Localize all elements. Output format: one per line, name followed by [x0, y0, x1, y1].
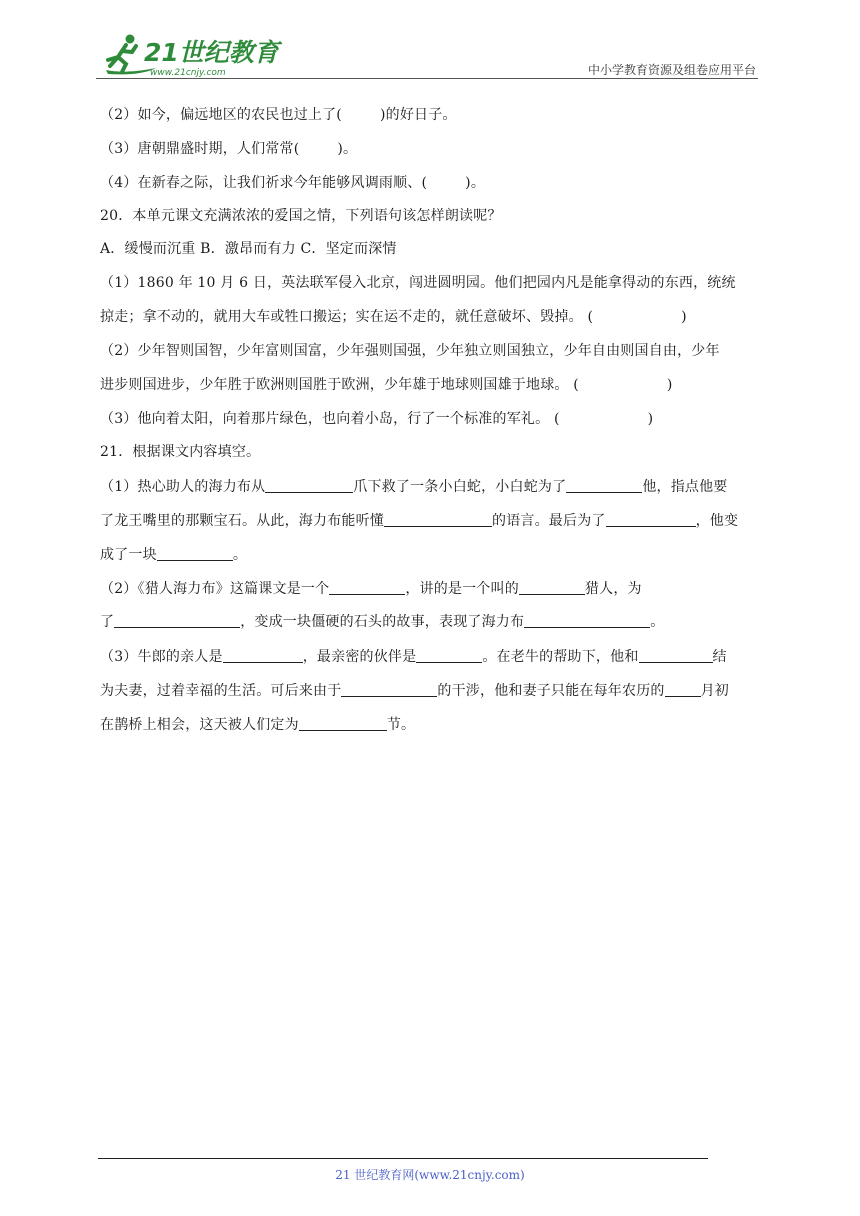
page-header [96, 30, 758, 80]
answer-blank[interactable] [665, 682, 701, 697]
answer-blank[interactable] [329, 580, 405, 595]
question-20-2-line2: 进步则国进步，少年胜于欧洲则国胜于欧洲，少年雄于地球则国雄于地球。 ( ) [100, 377, 673, 393]
question-21-1-line3: 成了一块 。 [100, 547, 248, 563]
question-21-1-line1: （1）热心助人的海力布从 爪下救了一条小白蛇，小白蛇为了 他，指点他要 [100, 479, 728, 495]
question-21-title: 21．根据课文内容填空。 [100, 444, 261, 460]
answer-blank[interactable] [384, 512, 492, 527]
question-20-options: A．缓慢而沉重 B．激昂而有力 C．坚定而深情 [100, 241, 397, 257]
question-21-2-line2: 了 ，变成一块僵硬的石头的故事，表现了海力布 。 [100, 614, 665, 630]
question-20-3: （3）他向着太阳，向着那片绿色，也向着小岛，行了一个标准的军礼。 ( ) [100, 411, 654, 427]
header-platform-text: 中小学教育资源及组卷应用平台 [587, 63, 756, 77]
footer-text: 21 世纪教育网(www.21cnjy.com) [335, 1168, 525, 1182]
answer-blank[interactable] [114, 613, 240, 628]
question-21-3-line1: （3）牛郎的亲人是 ，最亲密的伙伴是 。在老牛的帮助下，他和 结 [100, 649, 727, 665]
answer-blank[interactable] [223, 648, 303, 663]
answer-blank[interactable] [566, 478, 642, 493]
question-21-3-line2: 为夫妻，过着幸福的生活。可后来由于 的干涉，他和妻子只能在每年农历的 月初 [100, 683, 730, 699]
footer-divider [98, 1158, 708, 1159]
answer-blank[interactable] [524, 613, 650, 628]
answer-blank[interactable] [157, 546, 233, 561]
question-19-3: （3）唐朝鼎盛时期，人们常常( )。 [100, 141, 358, 157]
question-19-4: （4）在新春之际，让我们祈求今年能够风调雨顺、( )。 [100, 175, 486, 191]
question-19-2: （2）如今，偏远地区的农民也过上了( )的好日子。 [100, 107, 457, 123]
answer-blank[interactable] [639, 648, 713, 663]
answer-blank[interactable] [265, 478, 353, 493]
answer-blank[interactable] [416, 648, 482, 663]
answer-blank[interactable] [341, 682, 437, 697]
question-21-2-line1: （2）《猎人海力布》这篇课文是一个 ，讲的是一个叫的 猎人，为 [100, 581, 642, 597]
answer-blank[interactable] [299, 716, 387, 731]
question-20-2-line1: （2）少年智则国智，少年富则国富，少年强则国强，少年独立则国独立，少年自由则国自由，少年 [100, 343, 720, 359]
question-20-title: 20．本单元课文充满浓浓的爱国之情，下列语句该怎样朗读呢？ [100, 208, 502, 224]
question-21-1-line2: 了龙王嘴里的那颗宝石。从此，海力布能听懂 的语言。最后为了 ，他变 [100, 513, 739, 529]
question-20-1-line1: （1）1860 年 10 月 6 日，英法联军侵入北京，闯进圆明园。他们把园内凡是能拿得动的东西，统统 [100, 275, 736, 291]
logo-url: www.21cnjy.com [150, 68, 226, 78]
header-divider [96, 78, 758, 79]
answer-blank[interactable] [519, 580, 585, 595]
answer-blank[interactable] [606, 512, 696, 527]
logo-text: 21世纪教育 [144, 38, 279, 67]
question-21-3-line3: 在鹊桥上相会，这天被人们定为 节。 [100, 717, 416, 733]
site-logo [96, 30, 296, 78]
question-20-1-line2: 掠走；拿不动的，就用大车或牲口搬运；实在运不走的，就任意破坏、毁掉。 ( ) [100, 309, 687, 325]
